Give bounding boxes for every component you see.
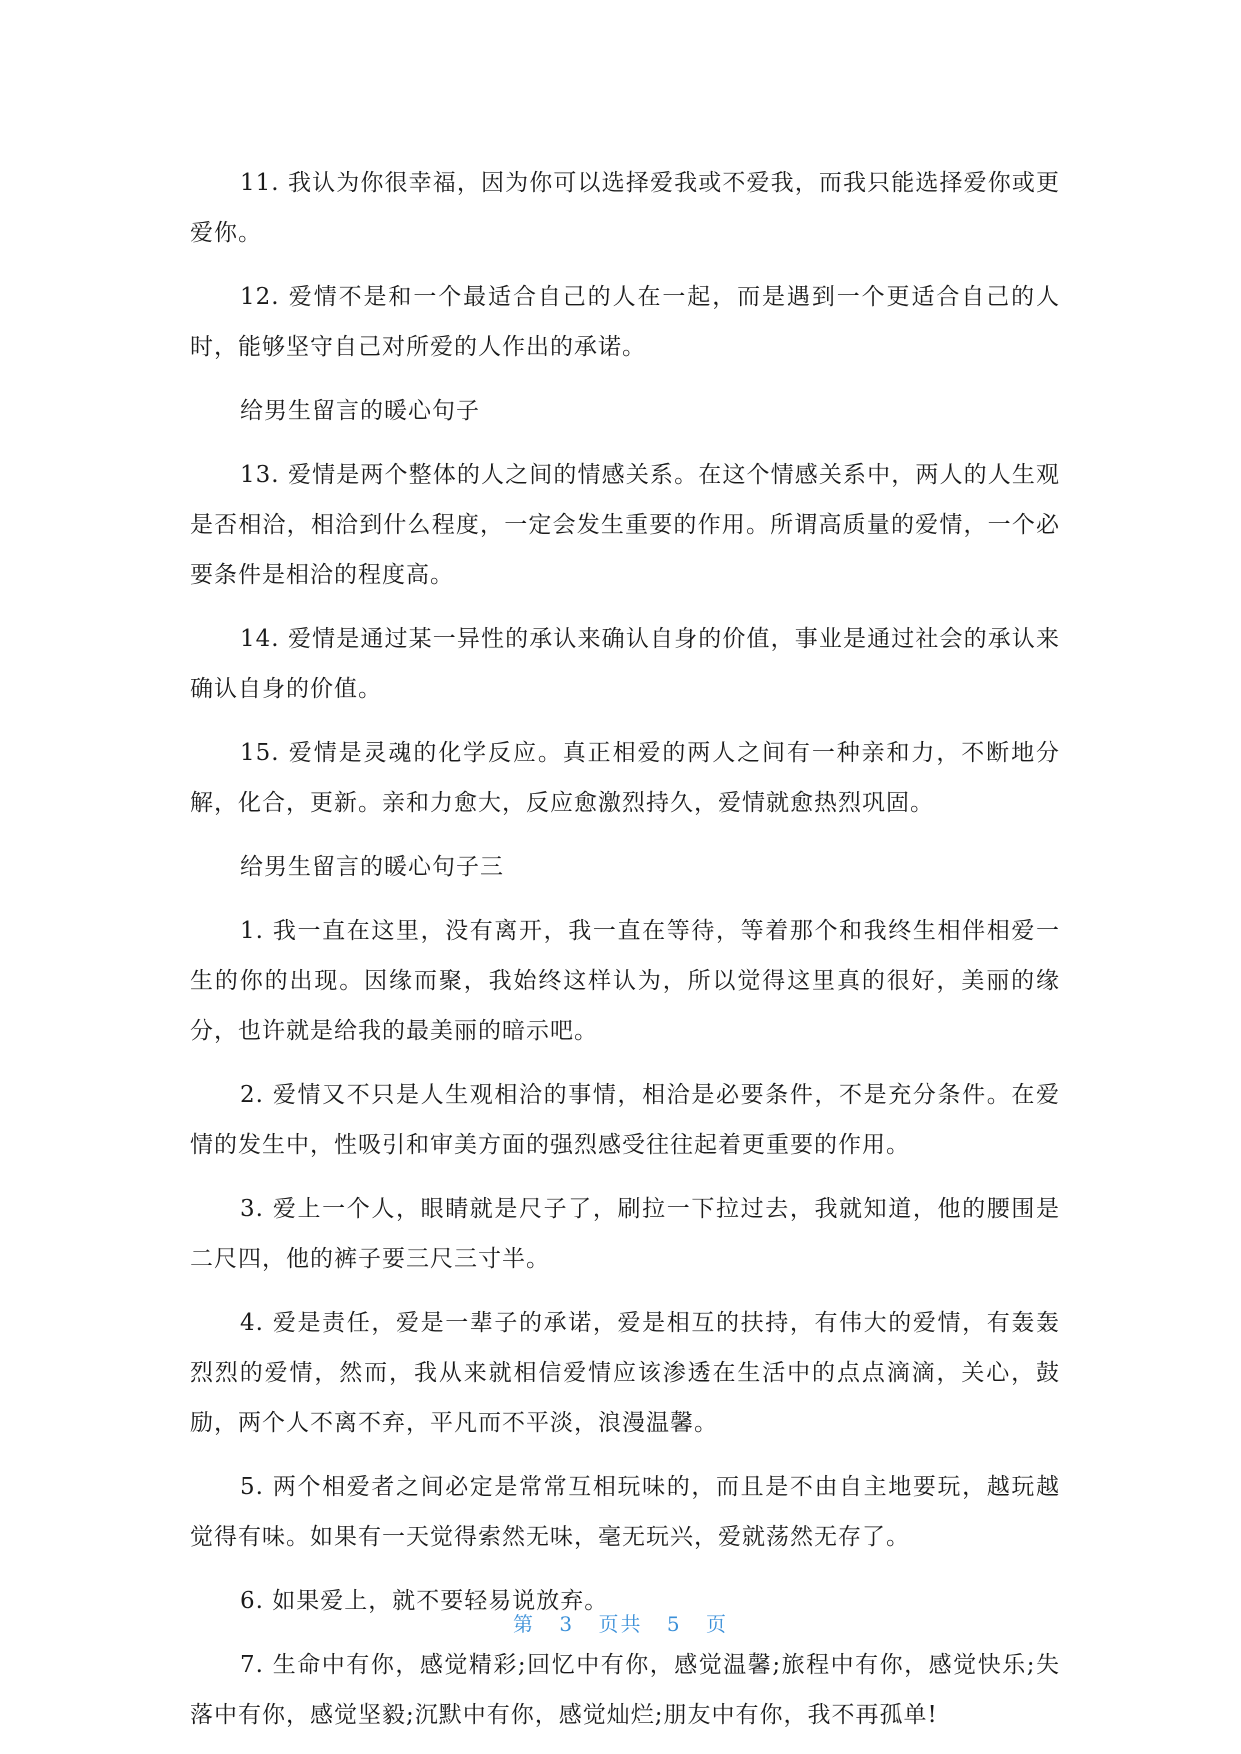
- quote-7: 7. 生命中有你，感觉精彩;回忆中有你，感觉温馨;旅程中有你，感觉快乐;失落中有你，感觉坚毅;沉默中有你，感觉灿烂;朋友中有你，我不再孤单!: [190, 1652, 1060, 1728]
- current-page-number: 3: [559, 1612, 575, 1636]
- document-body: [190, 158, 1060, 1754]
- paragraph-14: 14. 爱情是通过某一异性的承认来确认自身的价值，事业是通过社会的承认来确认自身的价值。: [190, 626, 1060, 702]
- page-footer: [0, 1608, 1241, 1637]
- paragraph-13: 13. 爱情是两个整体的人之间的情感关系。在这个情感关系中，两人的人生观是否相洽，相洽到什么程度，一定会发生重要的作用。所谓高质量的爱情，一个必要条件是相洽的程度高。: [190, 462, 1060, 588]
- section-heading: 给男生留言的暖心句子: [240, 398, 480, 424]
- paragraph-11: 11. 我认为你很幸福，因为你可以选择爱我或不爱我，而我只能选择爱你或更爱你。: [190, 170, 1060, 246]
- section-heading-three: 给男生留言的暖心句子三: [240, 854, 504, 880]
- quote-3: 3. 爱上一个人，眼睛就是尺子了，刷拉一下拉过去，我就知道，他的腰围是二尺四，他的裤子要三尺三寸半。: [190, 1196, 1060, 1272]
- paragraph-12: 12. 爱情不是和一个最适合自己的人在一起，而是遇到一个更适合自己的人时，能够坚守自己对所爱的人作出的承诺。: [190, 284, 1060, 360]
- quote-2: 2. 爱情又不只是人生观相洽的事情，相洽是必要条件，不是充分条件。在爱情的发生中，性吸引和审美方面的强烈感受往往起着更重要的作用。: [190, 1082, 1060, 1158]
- footer-word-ye: 页: [705, 1612, 728, 1636]
- quote-4: 4. 爱是责任，爱是一辈子的承诺，爱是相互的扶持，有伟大的爱情，有轰轰烈烈的爱情，然而，我从来就相信爱情应该渗透在生活中的点点滴滴，关心，鼓励，两个人不离不弃，平凡而不平淡，浪漫温馨。: [190, 1310, 1060, 1436]
- total-page-number: 5: [666, 1612, 682, 1636]
- footer-word-di: 第: [513, 1612, 536, 1636]
- quote-6: 6. 如果爱上，就不要轻易说放弃。: [240, 1588, 609, 1614]
- quote-5: 5. 两个相爱者之间必定是常常互相玩味的，而且是不由自主地要玩，越玩越觉得有味。如果有一天觉得索然无味，毫无玩兴，爱就荡然无存了。: [190, 1474, 1060, 1550]
- paragraph-15: 15. 爱情是灵魂的化学反应。真正相爱的两人之间有一种亲和力，不断地分解，化合，更新。亲和力愈大，反应愈激烈持久，爱情就愈热烈巩固。: [190, 740, 1060, 816]
- quote-1: 1. 我一直在这里，没有离开，我一直在等待，等着那个和我终生相伴相爱一生的你的出现。因缘而聚，我始终这样认为，所以觉得这里真的很好，美丽的缘分，也许就是给我的最美丽的暗示吧。: [190, 918, 1060, 1044]
- footer-word-yegong: 页共: [598, 1612, 643, 1636]
